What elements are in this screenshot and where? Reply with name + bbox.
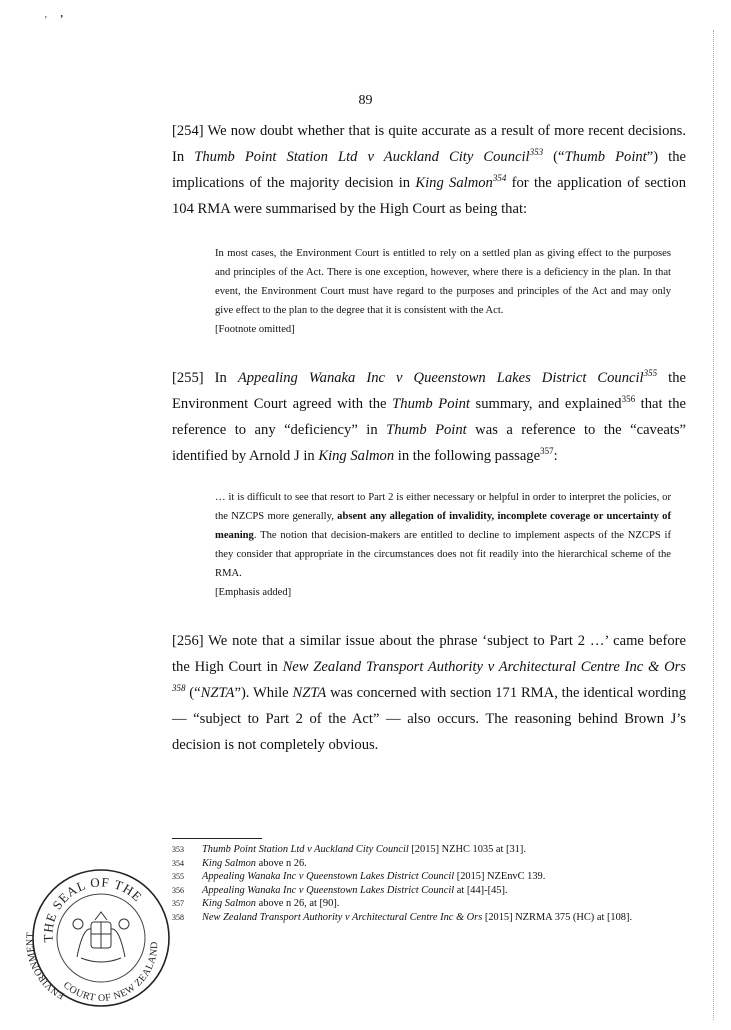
footnote-358: 358 New Zealand Transport Authority v Architectural Centre Inc & Ors [2015] NZRMA 375 (HC) at [108]. <box>172 911 633 923</box>
svg-text:COURT OF NEW ZEALAND <box>61 941 160 1004</box>
footnote-ref-353[interactable]: 353 <box>529 147 544 157</box>
seal-bottom-text: COURT OF NEW ZEALAND <box>60 941 161 1004</box>
footnote-ref-355[interactable]: 355 <box>643 368 658 378</box>
court-seal-icon <box>25 862 175 1012</box>
paragraph-256: [256] We note that a similar issue about the phrase ‘subject to Part 2 …’ came before the High Court in New Zealand Transport Authority v Architectural Centre Inc & Ors $^{358}$ (“NZTA”). While NZTA was concerned with section 171 RMA, the identical wording — “subject to Part 2 of the Act” — also occurs. The reasoning behind Brown J’s decision is not completely obvious. <box>172 633 686 753</box>
block-quote-2 <box>215 488 671 602</box>
footnote-ref-358[interactable]: 358 <box>172 683 186 693</box>
footnotes <box>172 843 652 924</box>
paragraph-255: [255] In Appealing Wanaka Inc v Queenstown Lakes District Council$^{355}$ the Environment Court agreed with the Thumb Point summary, and explained$^{356}$ that the reference to any “deficiency” in Thumb Point was a reference to the “caveats” identified by Arnold J in King Salmon in the following passage$^{357}$: <box>172 368 687 464</box>
scan-mark-left: ' <box>45 15 47 26</box>
block-quote-1 <box>215 244 671 339</box>
seal-left-text: ENVIRONMENT <box>25 931 67 1002</box>
svg-text:THE SEAL OF THE <box>40 874 145 942</box>
footnote-354: 354 King Salmon above n 26. <box>172 857 307 869</box>
paragraph-254: [254] We now doubt whether that is quite accurate as a result of more recent decisions. In Thumb Point Station Ltd v Auckland City Council$^{353}$ (“Thumb Point”) the implications of the majority decision in King Salmon$^{354}$ for the application of section 104 RMA were summarised by the High Court as being that: <box>172 123 686 217</box>
quote-1-note: [Footnote omitted] <box>215 324 295 335</box>
footnote-353: 353 Thumb Point Station Ltd v Auckland City Council [2015] NZHC 1035 at [31]. <box>172 844 526 855</box>
quote-2-note: [Emphasis added] <box>215 587 292 598</box>
footnote-ref-356[interactable]: 356 <box>621 394 636 404</box>
quote-1-text: In most cases, the Environment Court is entitled to rely on a settled plan as giving effect to the purposes and principles of the Act. There is one exception, however, where there is a deficiency in the plan. In that event, the Environment Court must have regard to the purposes and principles of the Act and may only give effect to the plan to the degree that it is consistent with the Act. <box>215 248 671 316</box>
quote-2-text: … it is difficult to see that resort to Part 2 is either necessary or helpful in order to interpret the policies, or the NZCPS more generally, absent any allegation of invalidity, incomplete coverage or uncertainty of meaning. The notion that decision-makers are entitled to decline to implement aspects of the NZCPS if they consider that appropriate in the circumstances does not fit readily into the hierarchical scheme of the RMA. <box>215 492 671 579</box>
footnote-ref-357[interactable]: 357 <box>540 446 554 456</box>
seal-top-text: THE SEAL OF THE <box>40 874 146 943</box>
footnote-357: 357 King Salmon above n 26, at [90]. <box>172 898 340 909</box>
footnote-355: 355 Appealing Wanaka Inc v Queenstown Lakes District Council [2015] NZEnvC 139. <box>172 871 546 882</box>
page-number: 89 <box>358 93 373 108</box>
footnote-356: 356 Appealing Wanaka Inc v Queenstown Lakes District Council at [44]-[45]. <box>172 884 508 896</box>
footnote-ref-354[interactable]: 354 <box>492 173 507 183</box>
margin-rule <box>713 30 714 1020</box>
scan-mark-right: ’ <box>60 14 64 25</box>
footnote-separator <box>172 838 262 839</box>
